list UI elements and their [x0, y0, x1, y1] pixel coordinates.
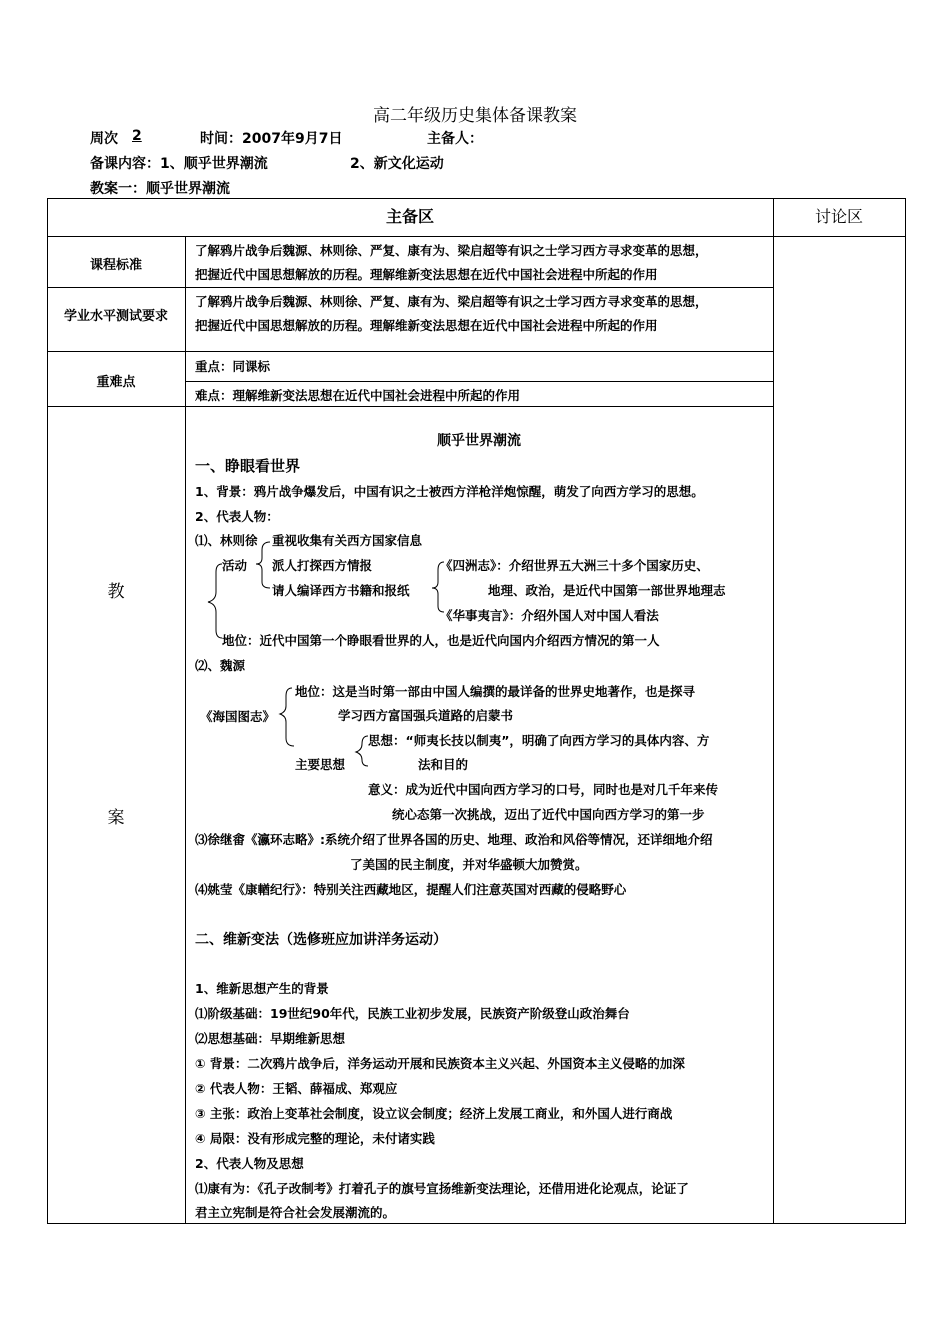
yao-ying: ⑷姚莹《康輶纪行》：特别关注西藏地区，提醒人们注意英国对西藏的侵略野心 — [195, 882, 627, 897]
section-2-item-4: ④ 局限：没有形成完整的理论，未付诸实践 — [195, 1131, 435, 1146]
plan-heading: 顺乎世界潮流 — [437, 433, 521, 449]
difficult-point-text: 难点：理解维新变法思想在近代中国社会进程中所起的作用 — [195, 388, 521, 403]
lin-activity-label: 活动 — [222, 558, 248, 573]
plan-label-top: 教 — [107, 582, 125, 602]
curriculum-text-1: 了解鸦片战争后魏源、林则徐、严复、康有为、梁启超等有识之士学习西方寻求变革的思想， — [195, 243, 708, 258]
wei-yuan-name: ⑵、魏源 — [195, 658, 246, 673]
wei-meaning-1: 意义：成为近代中国向西方学习的口号，同时也是对几千年来传 — [368, 782, 719, 797]
test-requirement-label: 学业水平测试要求 — [63, 309, 168, 324]
plan-label-bottom: 案 — [107, 808, 125, 828]
lin-activity-3: 请人编译西方书籍和报纸 — [272, 583, 410, 598]
section-2-item-3: ③ 主张：政治上变革社会制度，设立议会制度；经济上发展工商业，和外国人进行商战 — [195, 1106, 673, 1121]
curriculum-text-2: 把握近代中国思想解放的历程。理解维新变法思想在近代中国社会进程中所起的作用 — [195, 267, 658, 282]
section-2-title: 二、维新变法（选修班应加讲洋务运动） — [195, 932, 447, 948]
lin-zexu-braces — [200, 528, 450, 648]
kang-youwei-line-1: ⑴康有为：《孔子改制考》打着孔子的旗号宣扬维新变法理论，还借用进化论观点，论证了 — [195, 1181, 689, 1196]
week-label: 周次 — [90, 131, 118, 147]
section-2-item-1: ① 背景：二次鸦片战争后，洋务运动开展和民族资本主义兴起、外国资本主义侵略的加深 — [195, 1056, 685, 1071]
section-2-background: 1、维新思想产生的背景 — [195, 981, 329, 996]
lin-book-1-line-2: 地理、政治，是近代中国第一部世界地理志 — [488, 583, 726, 598]
discussion-area-header: 讨论区 — [814, 207, 863, 226]
lin-activity-2: 派人打探西方情报 — [272, 558, 373, 573]
wei-idea-2: 法和目的 — [418, 757, 469, 772]
content-item-2: 2、新文化运动 — [350, 156, 444, 172]
wei-main-thought: 主要思想 — [295, 757, 346, 772]
lin-book-2: 《华事夷言》：介绍外国人对中国人看法 — [440, 608, 659, 623]
week-value: 2 — [132, 128, 142, 144]
section-1-background: 1、背景：鸦片战争爆发后，中国有识之士被西方洋枪洋炮惊醒，萌发了向西方学习的思想。 — [195, 484, 704, 499]
key-point-text: 重点：同课标 — [195, 359, 271, 374]
wei-meaning-2: 统心态第一次挑战，迈出了近代中国向西方学习的第一步 — [392, 807, 705, 822]
kang-youwei-line-2: 君主立宪制是符合社会发展潮流的。 — [195, 1205, 396, 1220]
lin-status: 地位：近代中国第一个睁眼看世界的人，也是近代向国内介绍西方情况的第一人 — [222, 633, 660, 648]
lin-activity-1: 重视收集有关西方国家信息 — [272, 533, 423, 548]
section-2-thought-basis: ⑵思想基础：早期维新思想 — [195, 1031, 346, 1046]
wei-idea-1: 思想：“师夷长技以制夷”，明确了向西方学习的具体内容、方 — [368, 733, 710, 748]
wei-status-1: 地位：这是当时第一部由中国人编撰的最详备的世界史地著作，也是探寻 — [295, 684, 696, 699]
time-label: 时间：2007年9月7日 — [200, 131, 343, 147]
test-text-1: 了解鸦片战争后魏源、林则徐、严复、康有为、梁启超等有识之士学习西方寻求变革的思想， — [195, 294, 708, 309]
section-1-title: 一、睁眼看世界 — [195, 457, 301, 475]
content-label: 备课内容：1、顺乎世界潮流 — [90, 156, 268, 172]
lin-book-1-line-1: 《四洲志》：介绍世界五大洲三十多个国家历史、 — [440, 558, 709, 573]
section-2-item-2: ② 代表人物：王韬、薛福成、郑观应 — [195, 1081, 398, 1096]
main-area-header: 主备区 — [385, 207, 434, 226]
section-2-class-basis: ⑴阶级基础：19世纪90年代，民族工业初步发展，民族资产阶级登山政治舞台 — [195, 1006, 630, 1021]
section-2-representatives: 2、代表人物及思想 — [195, 1156, 304, 1171]
xu-jiyu-line-2: 了美国的民主制度，并对华盛顿大加赞赏。 — [350, 857, 588, 872]
test-text-2: 把握近代中国思想解放的历程。理解维新变法思想在近代中国社会进程中所起的作用 — [195, 318, 658, 333]
section-1-representatives: 2、代表人物： — [195, 509, 279, 524]
lin-zexu-name: ⑴、林则徐 — [195, 533, 258, 548]
curriculum-label: 课程标准 — [89, 258, 142, 273]
xu-jiyu-line-1: ⑶徐继畬《瀛环志略》:系统介绍了世界各国的历史、地理、政治和风俗等情况，还详细地介绍 — [195, 832, 713, 847]
document-title: 高二年级历史集体备课教案 — [373, 106, 577, 126]
plan-label: 教案一：顺乎世界潮流 — [90, 181, 230, 197]
wei-status-2: 学习西方富国强兵道路的启蒙书 — [338, 708, 514, 723]
wei-yuan-braces — [270, 680, 380, 770]
key-points-label: 重难点 — [96, 375, 136, 390]
preparer-label: 主备人： — [427, 131, 483, 147]
wei-book: 《海国图志》 — [200, 709, 276, 724]
